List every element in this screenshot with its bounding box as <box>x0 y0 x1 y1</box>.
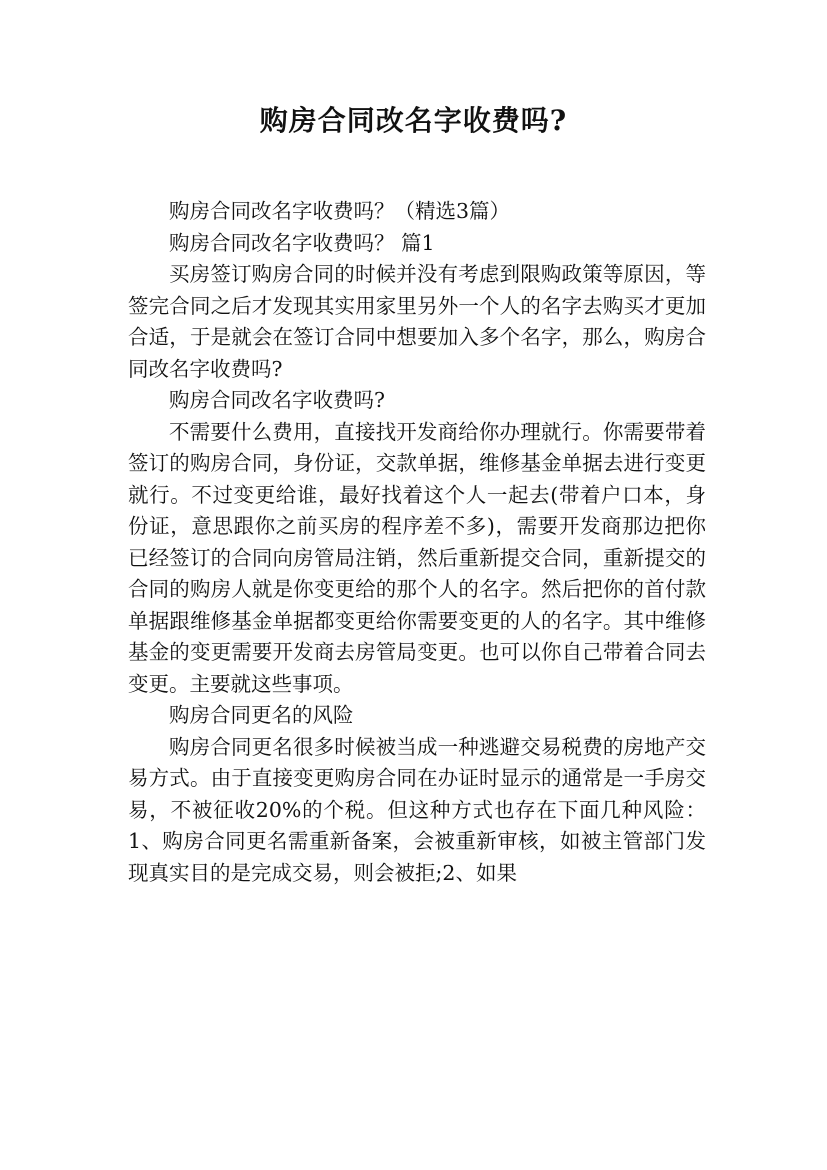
paragraph-section-heading: 购房合同改名字收费吗？ 篇1 <box>169 230 435 255</box>
paragraph-question-heading: 购房合同改名字收费吗? <box>169 388 385 412</box>
paragraph-intro: 买房签订购房合同的时候并没有考虑到限购政策等原因，等签完合同之后才发现其实用家里另外一个人的名字去购买才更加合适，于是就会在签订合同中想要加入多个名字，那么，购房合同改名字收费吗? <box>128 262 706 381</box>
paragraph-answer: 不需要什么费用，直接找开发商给你办理就行。你需要带着签订的购房合同，身份证，交款单据，维修基金单据去进行变更就行。不过变更给谁，最好找着这个人一起去(带着户口本，身份证，意思跟你之前买房的程序差不多)，需要开发商那边把你已经签订的合同向房管局注销，然后重新提交合同，重新提交的合同的购房人就是你变更给的那个人的名字。然后把你的首付款单据跟维修基金单据都变更给你需要变更的人的名字。其中维修基金的变更需要开发商去房管局变更。也可以你自己带着合同去变更。主要就这些事项。 <box>128 419 706 696</box>
document-title: 购房合同改名字收费吗? <box>259 104 568 137</box>
paragraph-risk-body: 购房合同更名很多时候被当成一种逃避交易税费的房地产交易方式。由于直接变更购房合同在办证时显示的通常是一手房交易，不被征收20%的个税。但这种方式也存在下面几种风险：1、购房合同更名需重新备案，会被重新审核，如被主管部门发现真实目的是完成交易，则会被拒;2、如果 <box>128 734 706 885</box>
paragraph-subtitle: 购房合同改名字收费吗？（精选3篇） <box>169 199 511 223</box>
document-body <box>128 196 706 889</box>
paragraph-risk-heading: 购房合同更名的风险 <box>169 703 354 727</box>
